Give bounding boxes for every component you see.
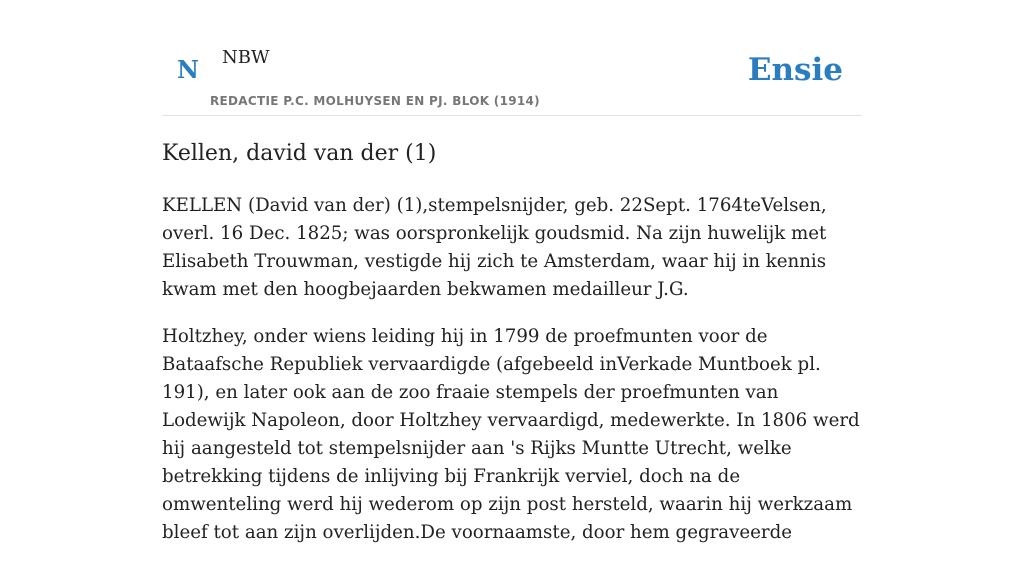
article-body (162, 192, 862, 566)
page-container (162, 0, 862, 543)
page-header (162, 0, 862, 116)
source-subtitle: REDACTIE P.C. MOLHUYSEN EN PJ. BLOK (1914) (210, 94, 540, 108)
article-paragraph: KELLEN (David van der) (1),stempelsnijder, geb. 22Sept. 1764teVelsen, overl. 16 Dec. 1825; was oorspronkelijk goudsmid. Na zijn huwelijk met Elisabeth Trouwman, vestigde hij zich te Amsterdam, waar hij in kennis kwam met den hoogbejaarden bekwamen medailleur J.G. (162, 195, 827, 300)
article-paragraph: Holtzhey, onder wiens leiding hij in 1799 de proefmunten voor de Bataafsche Republiek vervaardigde (afgebeeld inVerkade Muntboek pl. 191), en later ook aan de zoo fraaie stempels der proefmunten van Lodewijk Napoleon, door Holtzhey vervaardigd, medewerkte. In 1806 werd hij aangesteld tot stempelsnijder aan 's Rijks Muntte Utrecht, welke betrekking tijdens de inlijving bij Frankrijk verviel, doch na de omwenteling werd hij wederom op zijn post hersteld, waarin hij werkzaam bleef tot aan zijn overlijden.De voornaamste, door hem gegraveerde (162, 326, 860, 543)
source-title[interactable]: NBW (222, 47, 270, 68)
ensie-logo-link[interactable]: Ensie (747, 52, 843, 88)
article-title: Kellen, david van der (1) (162, 141, 437, 166)
source-logo-icon[interactable]: N (177, 55, 199, 84)
